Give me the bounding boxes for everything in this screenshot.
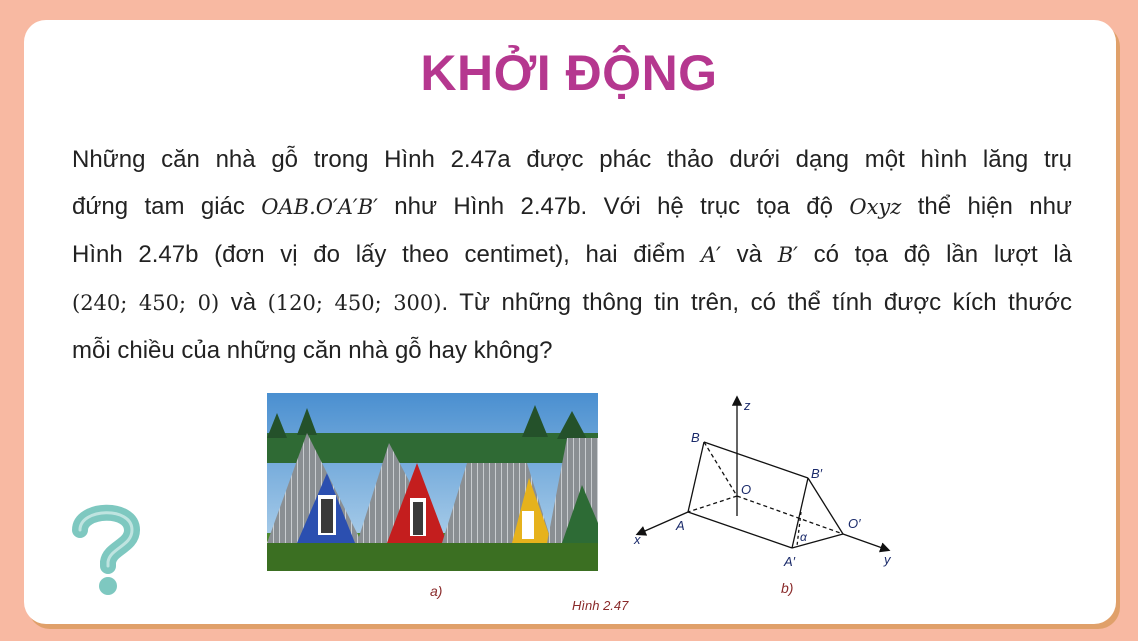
label-figure-b: b): [781, 580, 794, 596]
text-line-1: Những căn nhà gỗ trong Hình 2.47a được phác thảo dưới dạng một hình lăng trụ: [72, 146, 1072, 173]
text-line-2: đứng tam giác OAB.O′A′B′ như Hình 2.47b. Với hệ trục tọa độ Oxyz thể hiện như: [72, 193, 1072, 220]
math-b-prime: B′: [777, 243, 798, 267]
houses-photo: [267, 393, 598, 571]
label-o-prime: O′: [848, 516, 861, 531]
label-figure-a: a): [430, 583, 443, 599]
question-mark-icon: [66, 500, 146, 600]
math-prism: OAB.O′A′B′: [261, 195, 378, 219]
label-x: x: [634, 532, 641, 547]
text-line-4: (240; 450; 0) và (120; 450; 300). Từ những thông tin trên, có thể tính được kích thước: [72, 289, 1072, 316]
math-a-prime: A′: [701, 243, 721, 267]
figure-caption: Hình 2.47: [572, 598, 629, 613]
label-a-prime: A′: [784, 554, 796, 569]
math-coord-a: (240; 450; 0): [72, 291, 220, 315]
label-alpha: α: [800, 530, 807, 544]
label-z: z: [744, 398, 751, 413]
problem-text: [72, 136, 1072, 374]
page-title: KHỞI ĐỘNG: [420, 45, 718, 101]
label-o: O: [741, 482, 752, 497]
text-line-3: Hình 2.47b (đơn vị đo lấy theo centimet), hai điểm A′ và B′ có tọa độ lần lượt là: [72, 241, 1072, 268]
math-coord-b: (120; 450; 300): [267, 291, 442, 315]
label-b: B: [691, 430, 700, 445]
text-line-5: mỗi chiều của những căn nhà gỗ hay không?: [72, 337, 553, 364]
label-y: y: [884, 552, 891, 567]
math-oxyz: Oxyz: [849, 195, 902, 219]
prism-diagram: [600, 388, 920, 598]
label-b-prime: B′: [811, 466, 823, 481]
label-a: A: [676, 518, 685, 533]
